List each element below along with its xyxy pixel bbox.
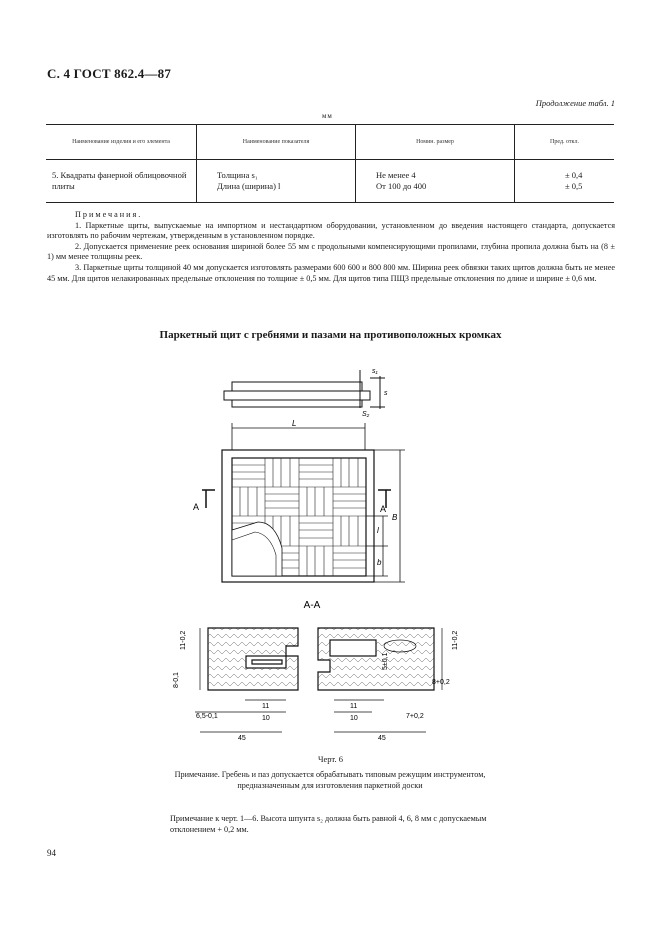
dim-B: B <box>392 513 398 522</box>
dim-5: 5±0,1 <box>382 652 389 670</box>
dim-L-line <box>232 423 365 450</box>
section-label-right: A <box>380 504 387 514</box>
parquet-panel-drawing <box>0 340 661 750</box>
figure-note-2: Примечание к черт. 1—6. Высота шпунта s₂ должна быть равной 4, 6, 8 мм с допускаемым отклонением + 0,2 мм. <box>170 814 487 834</box>
dim-11a: 11 <box>262 703 270 710</box>
dim-s2: S₂ <box>362 411 370 418</box>
dim-s: s <box>384 390 388 397</box>
section-label-left: A <box>193 502 200 512</box>
units-label: мм <box>322 112 333 120</box>
dim-B-lines <box>366 450 405 582</box>
dim-11b: 11 <box>350 703 358 710</box>
dev-thickness: ± 0,4 <box>565 170 583 180</box>
col-header-size: Номин. размер <box>356 125 515 160</box>
section-aa-label: А-А <box>303 600 321 611</box>
spec-table <box>46 124 614 203</box>
table-row <box>46 160 614 203</box>
section-marker-left <box>202 490 215 508</box>
dim-b: b <box>377 558 382 567</box>
dim-11-left: 11-0,2 <box>180 630 187 650</box>
table-continuation-label: Продолжение табл. 1 <box>535 98 615 108</box>
dim-10a: 10 <box>262 715 270 722</box>
cell-item: 5. Квадраты фанерной облицовочной плиты <box>46 160 197 203</box>
figure-caption: Паркетный щит с гребнями и пазами на противоположных кромках <box>159 329 502 341</box>
figure-note: Примечание. Гребень и паз допускается обрабатывать типовым режущим инструментом, предназначенным для изготовления паркетной доски <box>174 770 486 790</box>
side-view <box>224 370 385 409</box>
notes-block <box>47 210 615 284</box>
dim-s1: s₁ <box>372 368 378 375</box>
cell-deviation <box>515 160 615 203</box>
dim-45a: 45 <box>238 735 246 742</box>
col-header-item: Наименование изделия и его элемента <box>46 125 197 160</box>
cell-size <box>356 160 515 203</box>
indicator-thickness: Толщина s₁ <box>217 170 258 180</box>
dim-l: l <box>377 526 379 535</box>
figure-title: Черт. 6 <box>317 754 343 764</box>
note-3: 3. Паркетные щиты толщиной 40 мм допускается изготовлять размерами 600 600 и 800 800 мм. Ширина реек обвязки таких щитов должна быть не менее 45 мм. Для щитов нелакированных предельные отклонения по толщине ± 0,5 мм. Для щитов типа ПЩ3 предельные отклонения по длине и ширине ± 0,6 мм. <box>47 262 615 283</box>
notes-heading: Примечания. <box>75 210 143 219</box>
dim-L: L <box>292 419 297 428</box>
col-header-indicator: Наименование показателя <box>197 125 356 160</box>
dev-length: ± 0,5 <box>565 181 583 191</box>
dim-8-left: 8-0,1 <box>173 672 180 688</box>
note-1: 1. Паркетные щиты, выпускаемые на импортном и нестандартном оборудовании, установленном до введения настоящего стандарта, допускается изготовлять по рабочим чертежам, утвержденным в установленном порядке. <box>47 220 615 241</box>
dim-45b: 45 <box>378 735 386 742</box>
page-header: С. 4 ГОСТ 862.4—87 <box>47 66 172 81</box>
dim-10b: 10 <box>350 715 358 722</box>
cutaway-region <box>232 522 282 576</box>
section-right-board <box>318 628 434 690</box>
page-number: 94 <box>47 848 56 858</box>
indicator-length: Длина (ширина) l <box>217 181 281 191</box>
dim-11-right: 11-0,2 <box>452 630 459 650</box>
section-left-board <box>208 628 298 690</box>
size-length: От 100 до 400 <box>376 181 427 191</box>
note-2: 2. Допускается применение реек основания шириной более 55 мм с продольными компенсирующими пропилами, глубина пропила должна быть на (8 ± 1) мм менее толщины реек. <box>47 241 615 262</box>
dim-6-5: 6,5-0,1 <box>196 713 218 720</box>
size-thickness: Не менее 4 <box>376 170 416 180</box>
cell-indicator <box>197 160 356 203</box>
col-header-deviation: Пред. откл. <box>515 125 615 160</box>
dim-8-right: 8+0,2 <box>432 679 450 686</box>
dim-7: 7+0,2 <box>406 713 424 720</box>
